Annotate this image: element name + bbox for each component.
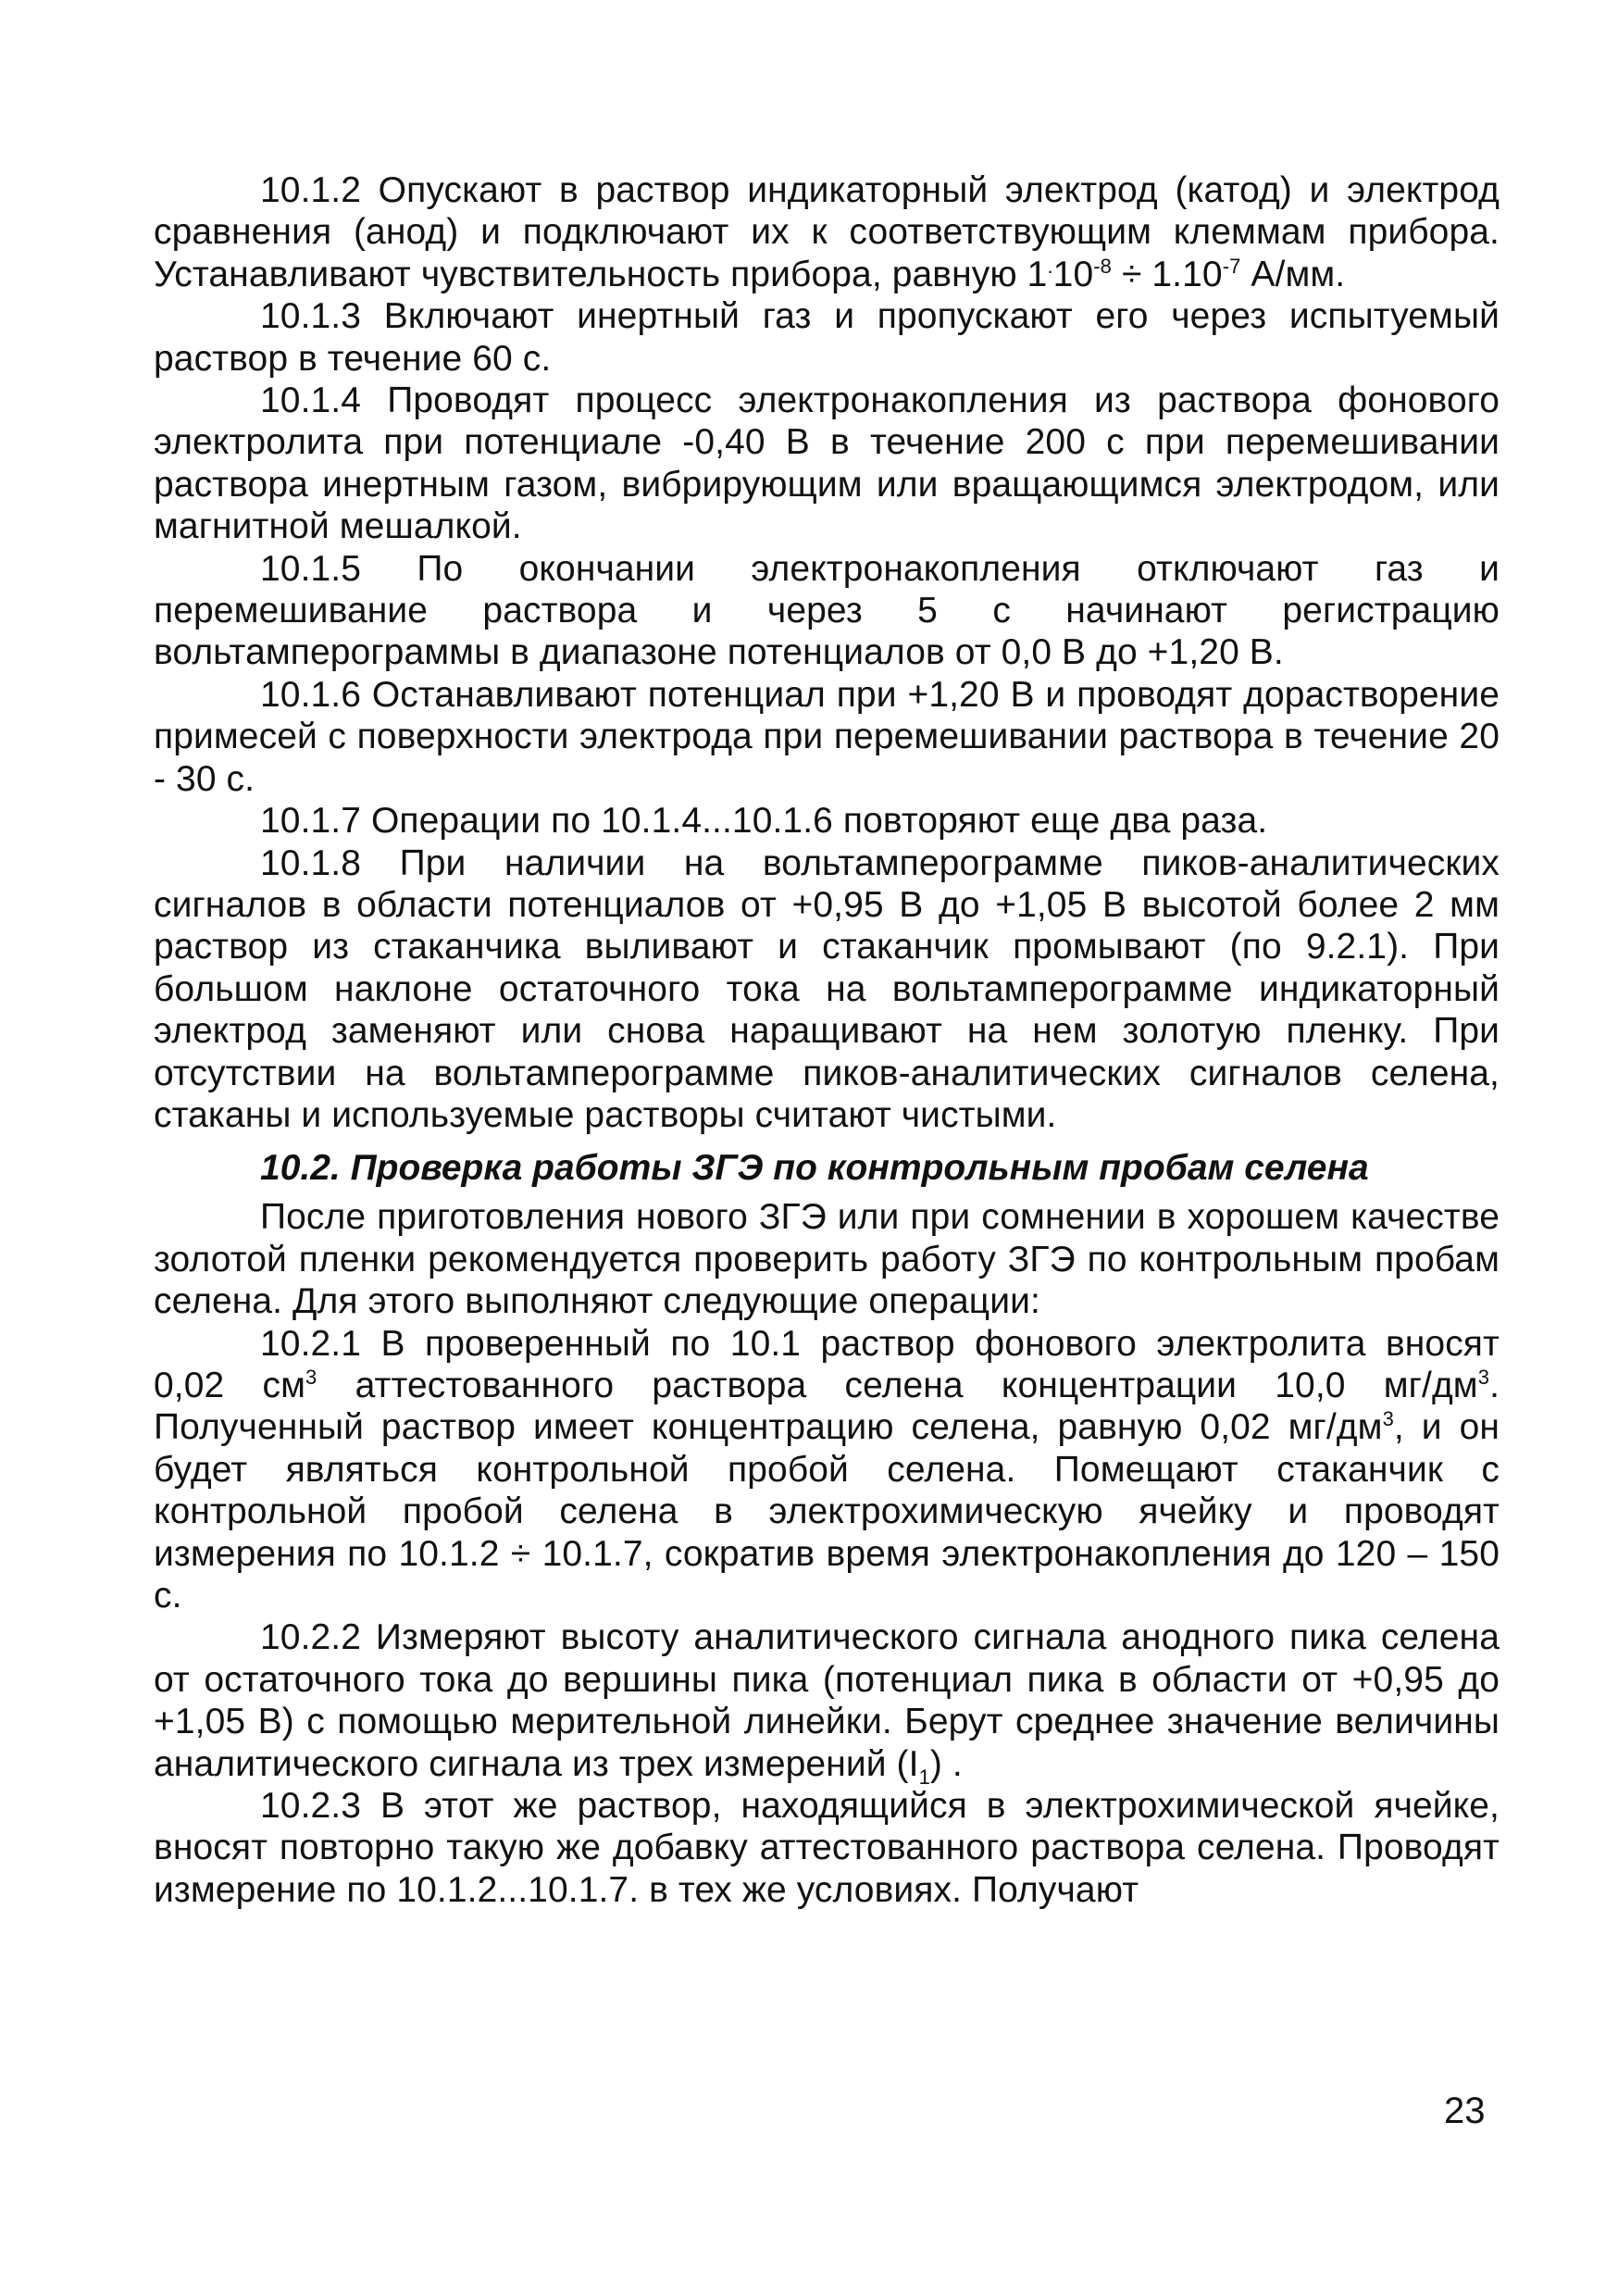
paragraph-10-1-6 xyxy=(154,674,1500,800)
paragraph-10-2-intro xyxy=(154,1196,1500,1322)
text-run: 10.2.3 В этот же раствор, находящийся в электрохимической ячейке, вносят повторно такую же добавку аттестованного раствора селена. Проводят измерение по 10.1.2...10.1.7. в тех же условиях. Получают xyxy=(154,1786,1500,1910)
paragraph-10-2-3 xyxy=(154,1785,1500,1911)
superscript: 3 xyxy=(1477,1365,1490,1389)
paragraph-10-1-7 xyxy=(154,800,1500,842)
section-title-10-2: 10.2. Проверка работы ЗГЭ по контрольным пробам селена xyxy=(260,1148,1369,1189)
paragraph-10-1-3 xyxy=(154,295,1500,380)
procedure-10-1-steps xyxy=(154,169,1500,1136)
paragraph-10-2-2 xyxy=(154,1616,1500,1789)
text-run: 10.1.7 Операции по 10.1.4...10.1.6 повторяют еще два раза. xyxy=(260,801,1268,842)
text-run: 10.1.4 Проводят процесс электронакопления из раствора фонового электролита при потенциале -0,40 В в течение 200 с при перемешивании раствора инертным газом, вибрирующим или вращающимся электродом, или магнитной мешалкой. xyxy=(154,381,1500,547)
superscript: 3 xyxy=(305,1365,317,1389)
text-run: 10 xyxy=(1052,254,1094,294)
text-run: ÷ 1.10 xyxy=(1112,254,1223,294)
subscript: 1 xyxy=(918,1765,930,1789)
superscript: 3 xyxy=(1382,1407,1394,1431)
text-run: 10.1.8 При наличии на вольтамперограмме пиков-аналитических сигналов в области потенциалов от +0,95 В до +1,05 В высотой более 2 мм раствор из стаканчика выливают и стаканчик промывают (по 9.2.1). При большом наклоне остаточного тока на вольтамперограмме индикаторный электрод заменяют или снова наращивают на нем золотую пленку. При отсутствии на вольтамперограмме пиков-аналитических сигналов селена, стаканы и используемые растворы считают чистыми. xyxy=(154,842,1500,1135)
text-run: . Полученный раствор имеет концентрацию селена, равную 0,02 мг/дм xyxy=(154,1365,1500,1448)
page-number: 23 xyxy=(1444,2090,1486,2131)
superscript: -8 xyxy=(1093,254,1113,278)
text-run: 10.1.6 Останавливают потенциал при +1,20 В и проводят дорастворение примесей с поверхности электрода при перемешивании раствора в течение 20 - 30 с. xyxy=(154,674,1500,799)
text-run: 10.1.2 Опускают в раствор индикаторный электрод (катод) и электрод сравнения (анод) и подключают их к соответствующим клеммам прибора. Устанавливают чувствительность прибора, равную 1 xyxy=(154,170,1500,294)
text-run: , и он будет являться контрольной пробой селена. Помещают стаканчик с контрольной пробой селена в электрохимическую ячейку и проводят измерения по 10.1.2 ÷ 10.1.7, сократив время электронакопления до 120 – 150 с. xyxy=(154,1407,1500,1616)
document-page xyxy=(154,169,1500,1911)
superscript: . xyxy=(1047,254,1053,278)
text-run: аттестованного раствора селена концентрации 10,0 мг/дм xyxy=(317,1365,1478,1405)
text-run: 10.1.5 По окончании электронакопления отключают газ и перемешивание раствора и через 5 с начинают регистрацию вольтамперограммы в диапазоне потенциалов от 0,0 В до +1,20 В. xyxy=(154,548,1500,673)
text-run: 10.1.3 Включают инертный газ и пропускают его через испытуемый раствор в течение 60 с. xyxy=(154,296,1500,379)
superscript: -7 xyxy=(1222,254,1241,278)
paragraph-10-1-8 xyxy=(154,842,1500,1137)
text-run: После приготовления нового ЗГЭ или при сомнении в хорошем качестве золотой пленки рекомендуется проверить работу ЗГЭ по контрольным пробам селена. Для этого выполняют следующие операции: xyxy=(154,1197,1500,1322)
paragraph-10-1-5 xyxy=(154,548,1500,674)
paragraph-10-2-1 xyxy=(154,1323,1500,1617)
text-run: ) . xyxy=(929,1743,963,1784)
paragraph-10-1-2 xyxy=(154,169,1500,295)
text-run: А/мм. xyxy=(1240,254,1346,294)
paragraph-10-1-4 xyxy=(154,380,1500,548)
text-run: 10.2.2 Измеряют высоту аналитического сигнала анодного пика селена от остаточного тока до вершины пика (потенциал пика в области от +0,95 до +1,05 В) с помощью мерительной линейки. Берут среднее значение величины аналитического сигнала из трех измерений (I xyxy=(154,1617,1500,1784)
text-run: 10.2.1 В проверенный по 10.1 раствор фонового электролита вносят 0,02 см xyxy=(154,1323,1500,1405)
procedure-10-2-steps xyxy=(154,1196,1500,1911)
